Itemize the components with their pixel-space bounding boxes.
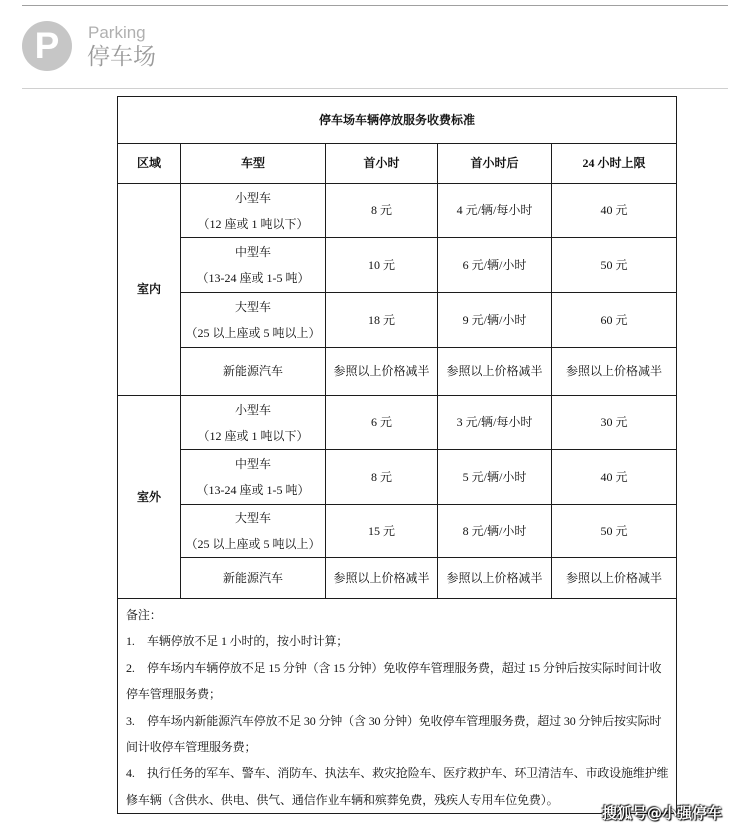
table-row xyxy=(118,348,677,396)
column-header-vehicle-type: 车型 xyxy=(181,144,326,184)
table-row xyxy=(118,293,677,348)
table-row xyxy=(118,238,677,293)
daily-cap-fee-cell: 50 元 xyxy=(552,238,677,293)
table-row xyxy=(118,505,677,558)
vehicle-type-label: 小型车 xyxy=(234,190,271,205)
vehicle-spec-label: （13-24 座或 1-5 吨） xyxy=(196,483,310,497)
vehicle-type-label: 小型车 xyxy=(234,402,271,417)
first-hour-fee-cell: 6 元 xyxy=(326,396,438,450)
vehicle-type-cell xyxy=(181,396,326,450)
daily-cap-fee-cell: 40 元 xyxy=(552,184,677,238)
notes-label: 备注： xyxy=(126,608,162,622)
vehicle-type-label: 中型车 xyxy=(234,457,271,471)
first-hour-fee-cell: 8 元 xyxy=(326,184,438,238)
vehicle-type-cell xyxy=(181,450,326,505)
parking-icon-letter: P xyxy=(34,25,60,66)
note-number: 2. xyxy=(126,660,135,675)
fee-table xyxy=(117,96,677,814)
table-title: 停车场车辆停放服务收费标准 xyxy=(118,97,677,144)
after-first-hour-fee-cell: 5 元/辆/小时 xyxy=(438,450,552,505)
first-hour-fee-cell: 15 元 xyxy=(326,505,438,558)
area-cell-outdoor: 室外 xyxy=(118,396,181,599)
after-first-hour-fee-cell: 3 元/辆/每小时 xyxy=(438,396,552,450)
note-item xyxy=(126,628,674,654)
notes-row xyxy=(118,599,677,814)
vehicle-type-cell xyxy=(181,184,326,238)
note-number: 4. xyxy=(126,766,135,781)
header-title-en: Parking xyxy=(88,23,146,42)
vehicle-type-cell: 新能源汽车 xyxy=(181,558,326,599)
first-hour-fee-cell: 参照以上价格减半 xyxy=(326,558,438,599)
after-first-hour-fee-cell: 6 元/辆/小时 xyxy=(438,238,552,293)
first-hour-fee-cell: 8 元 xyxy=(326,450,438,505)
note-text-continuation: 修车辆（含供水、供电、供气、通信作业车辆和殡葬免费，残疾人专用车位免费）。 xyxy=(126,792,559,807)
column-header-first-hour: 首小时 xyxy=(326,144,438,184)
vehicle-type-cell xyxy=(181,293,326,348)
daily-cap-fee-cell: 参照以上价格减半 xyxy=(552,558,677,599)
vehicle-spec-label: （25 以上座或 5 吨以上） xyxy=(185,537,321,551)
after-first-hour-fee-cell: 参照以上价格减半 xyxy=(438,558,552,599)
watermark: 搜狐号@小强停车 xyxy=(602,804,723,822)
note-text: 停车场内新能源汽车停放不足 30 分钟（含 30 分钟）免收停车管理服务费，超过 30 分钟后按实际时 xyxy=(147,713,662,728)
note-text: 停车场内车辆停放不足 15 分钟（含 15 分钟）免收停车管理服务费，超过 15 分钟后按实际时间计收 xyxy=(147,660,662,675)
after-first-hour-fee-cell: 4 元/辆/每小时 xyxy=(438,184,552,238)
daily-cap-fee-cell: 40 元 xyxy=(552,450,677,505)
table-row xyxy=(118,184,677,238)
vehicle-type-label: 大型车 xyxy=(234,300,271,314)
vehicle-type-label: 大型车 xyxy=(234,511,271,525)
daily-cap-fee-cell: 30 元 xyxy=(552,396,677,450)
after-first-hour-fee-cell: 9 元/辆/小时 xyxy=(438,293,552,348)
note-text-continuation: 停车管理服务费； xyxy=(126,687,221,702)
first-hour-fee-cell: 10 元 xyxy=(326,238,438,293)
note-item xyxy=(126,708,674,734)
table-title-row xyxy=(118,97,677,144)
note-item xyxy=(126,655,674,681)
top-divider xyxy=(22,5,728,6)
column-header-area: 区域 xyxy=(118,144,181,184)
column-header-daily-cap: 24 小时上限 xyxy=(552,144,677,184)
after-first-hour-fee-cell: 参照以上价格减半 xyxy=(438,348,552,396)
daily-cap-fee-cell: 60 元 xyxy=(552,293,677,348)
vehicle-spec-label: （13-24 座或 1-5 吨） xyxy=(196,271,310,285)
note-text: 执行任务的军车、警车、消防车、执法车、救灾抢险车、医疗救护车、环卫清洁车、市政设施维护维 xyxy=(147,766,669,781)
header-title-cn: 停车场 xyxy=(87,44,156,70)
area-cell-indoor: 室内 xyxy=(118,184,181,396)
table-row xyxy=(118,558,677,599)
vehicle-type-cell: 新能源汽车 xyxy=(181,348,326,396)
vehicle-type-cell xyxy=(181,505,326,558)
vehicle-type-label: 中型车 xyxy=(234,245,271,259)
notes-cell xyxy=(118,599,677,814)
table-row xyxy=(118,396,677,450)
first-hour-fee-cell: 参照以上价格减半 xyxy=(326,348,438,396)
vehicle-spec-label: （25 以上座或 5 吨以上） xyxy=(185,326,321,340)
vehicle-spec-label: （12 座或 1 吨以下） xyxy=(197,216,309,231)
note-number: 1. xyxy=(126,634,135,649)
note-item xyxy=(126,760,674,786)
header-divider xyxy=(22,88,728,89)
column-header-after-first-hour: 首小时后 xyxy=(438,144,552,184)
note-text-continuation: 间计收停车管理服务费； xyxy=(126,740,257,755)
note-text: 车辆停放不足 1 小时的，按小时计算； xyxy=(147,634,349,649)
daily-cap-fee-cell: 参照以上价格减半 xyxy=(552,348,677,396)
after-first-hour-fee-cell: 8 元/辆/小时 xyxy=(438,505,552,558)
vehicle-spec-label: （12 座或 1 吨以下） xyxy=(197,428,309,443)
table-header-row xyxy=(118,144,677,184)
table-row xyxy=(118,450,677,505)
note-number: 3. xyxy=(126,713,135,728)
vehicle-type-cell xyxy=(181,238,326,293)
parking-icon xyxy=(22,21,72,71)
first-hour-fee-cell: 18 元 xyxy=(326,293,438,348)
daily-cap-fee-cell: 50 元 xyxy=(552,505,677,558)
